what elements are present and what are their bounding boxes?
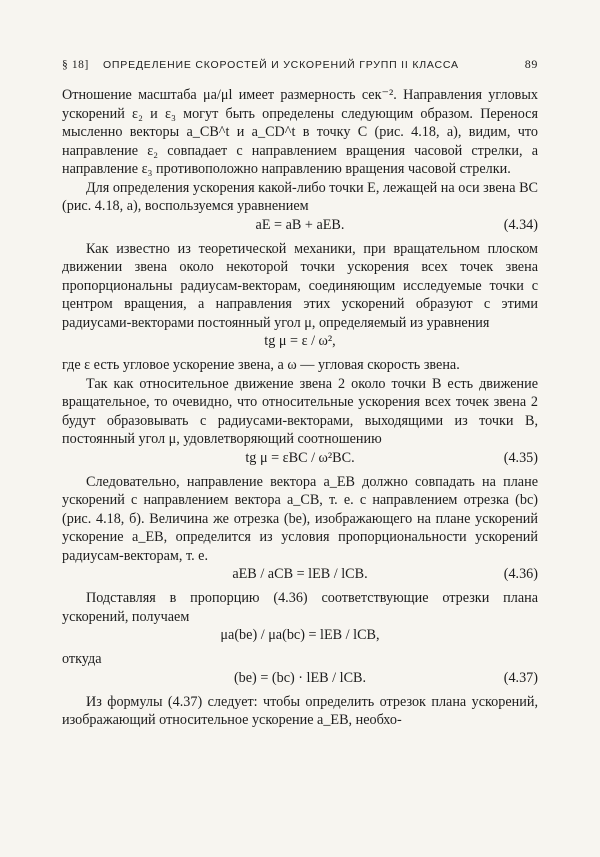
equation-tg-mu-expr: tg μ = ε / ω²,	[264, 333, 336, 349]
equation-4-34	[62, 216, 538, 240]
paragraph-5: Так как относительное движение звена 2 около точки B есть движение вращательное, то очевидно, что относительные ускорения всех точек звена 2 будут образовывать с радиусами-векторами, выходящими из точки B, постоянный угол μ, удовлетворяющий соотношению	[62, 375, 538, 447]
equation-4-37-expr: (be) = (bc) · lEB / lCB.	[233, 669, 367, 686]
paragraph-2: Для определения ускорения какой-либо точки E, лежащей на оси звена BC (рис. 4.18, а), воспользуемся уравнением	[62, 179, 538, 214]
paragraph-7: Подставляя в пропорцию (4.36) соответствующие отрезки плана ускорений, получаем	[62, 590, 538, 625]
equation-proportion	[62, 626, 538, 650]
paragraph-4: где ε есть угловое ускорение звена, а ω — угловая скорость звена.	[62, 357, 460, 373]
equation-4-34-expr: aE = aB + aEB.	[255, 216, 345, 233]
page-number: 89	[524, 57, 538, 71]
equation-4-37	[62, 669, 538, 693]
section-mark: § 18]	[62, 59, 89, 71]
running-header	[62, 57, 538, 72]
equation-4-34-number: (4.34)	[503, 216, 538, 233]
equation-4-36	[62, 565, 538, 589]
paragraph-3: Как известно из теоретической механики, при вращательном плоском движении звена около некоторой точки ускорения всех точек звена пропорциональны радиусам-векторам, соединяющим исследуемые точки с центром вращения, а направления этих ускорений образуют с этими радиусами-векторами постоянный угол μ, определяемый из уравнения	[62, 240, 538, 331]
paragraph-6: Следовательно, направление вектора a_EB должно совпадать на плане ускорений с направлением вектора a_CB, т. е. с направлением отрезка (bc) (рис. 4.18, б). Величина же отрезка (be), изображающего на плане ускорений ускорение a_EB, определится из условия пропорциональности ускорений радиусам-векторам, т. е.	[62, 473, 538, 564]
equation-tg-mu	[62, 332, 538, 356]
paragraph-9: Из формулы (4.37) следует: чтобы определить отрезок плана ускорений, изображающий относительное ускорение a_EB, необхо-	[62, 693, 538, 728]
page-body	[62, 86, 538, 730]
equation-4-35	[62, 449, 538, 473]
paragraph-8: откуда	[62, 651, 102, 667]
equation-4-35-number: (4.35)	[503, 449, 538, 466]
equation-4-37-number: (4.37)	[503, 669, 538, 686]
equation-4-36-expr: aEB / aCB = lEB / lCB.	[232, 566, 368, 582]
equation-4-36-number: (4.36)	[503, 566, 538, 582]
header-title: ОПРЕДЕЛЕНИЕ СКОРОСТЕЙ И УСКОРЕНИЙ ГРУПП II КЛАССА	[102, 59, 459, 71]
equation-proportion-expr: μa(be) / μa(bc) = lEB / lCB,	[220, 627, 380, 643]
paragraph-1: Отношение масштаба μa/μl имеет размерность сек⁻². Направления угловых ускорений ε₂ и ε₃ могут быть определены следующим образом. Перенося мысленно векторы a_CB^t и a_CD^t в точку C (рис. 4.18, а), видим, что направление ε₂ совпадает с направлением вращения часовой стрелки, а направление ε₃ противоположно направлению вращения часовой стрелки.	[62, 87, 538, 177]
equation-4-35-expr: tg μ = εBC / ω²BC.	[245, 449, 355, 466]
